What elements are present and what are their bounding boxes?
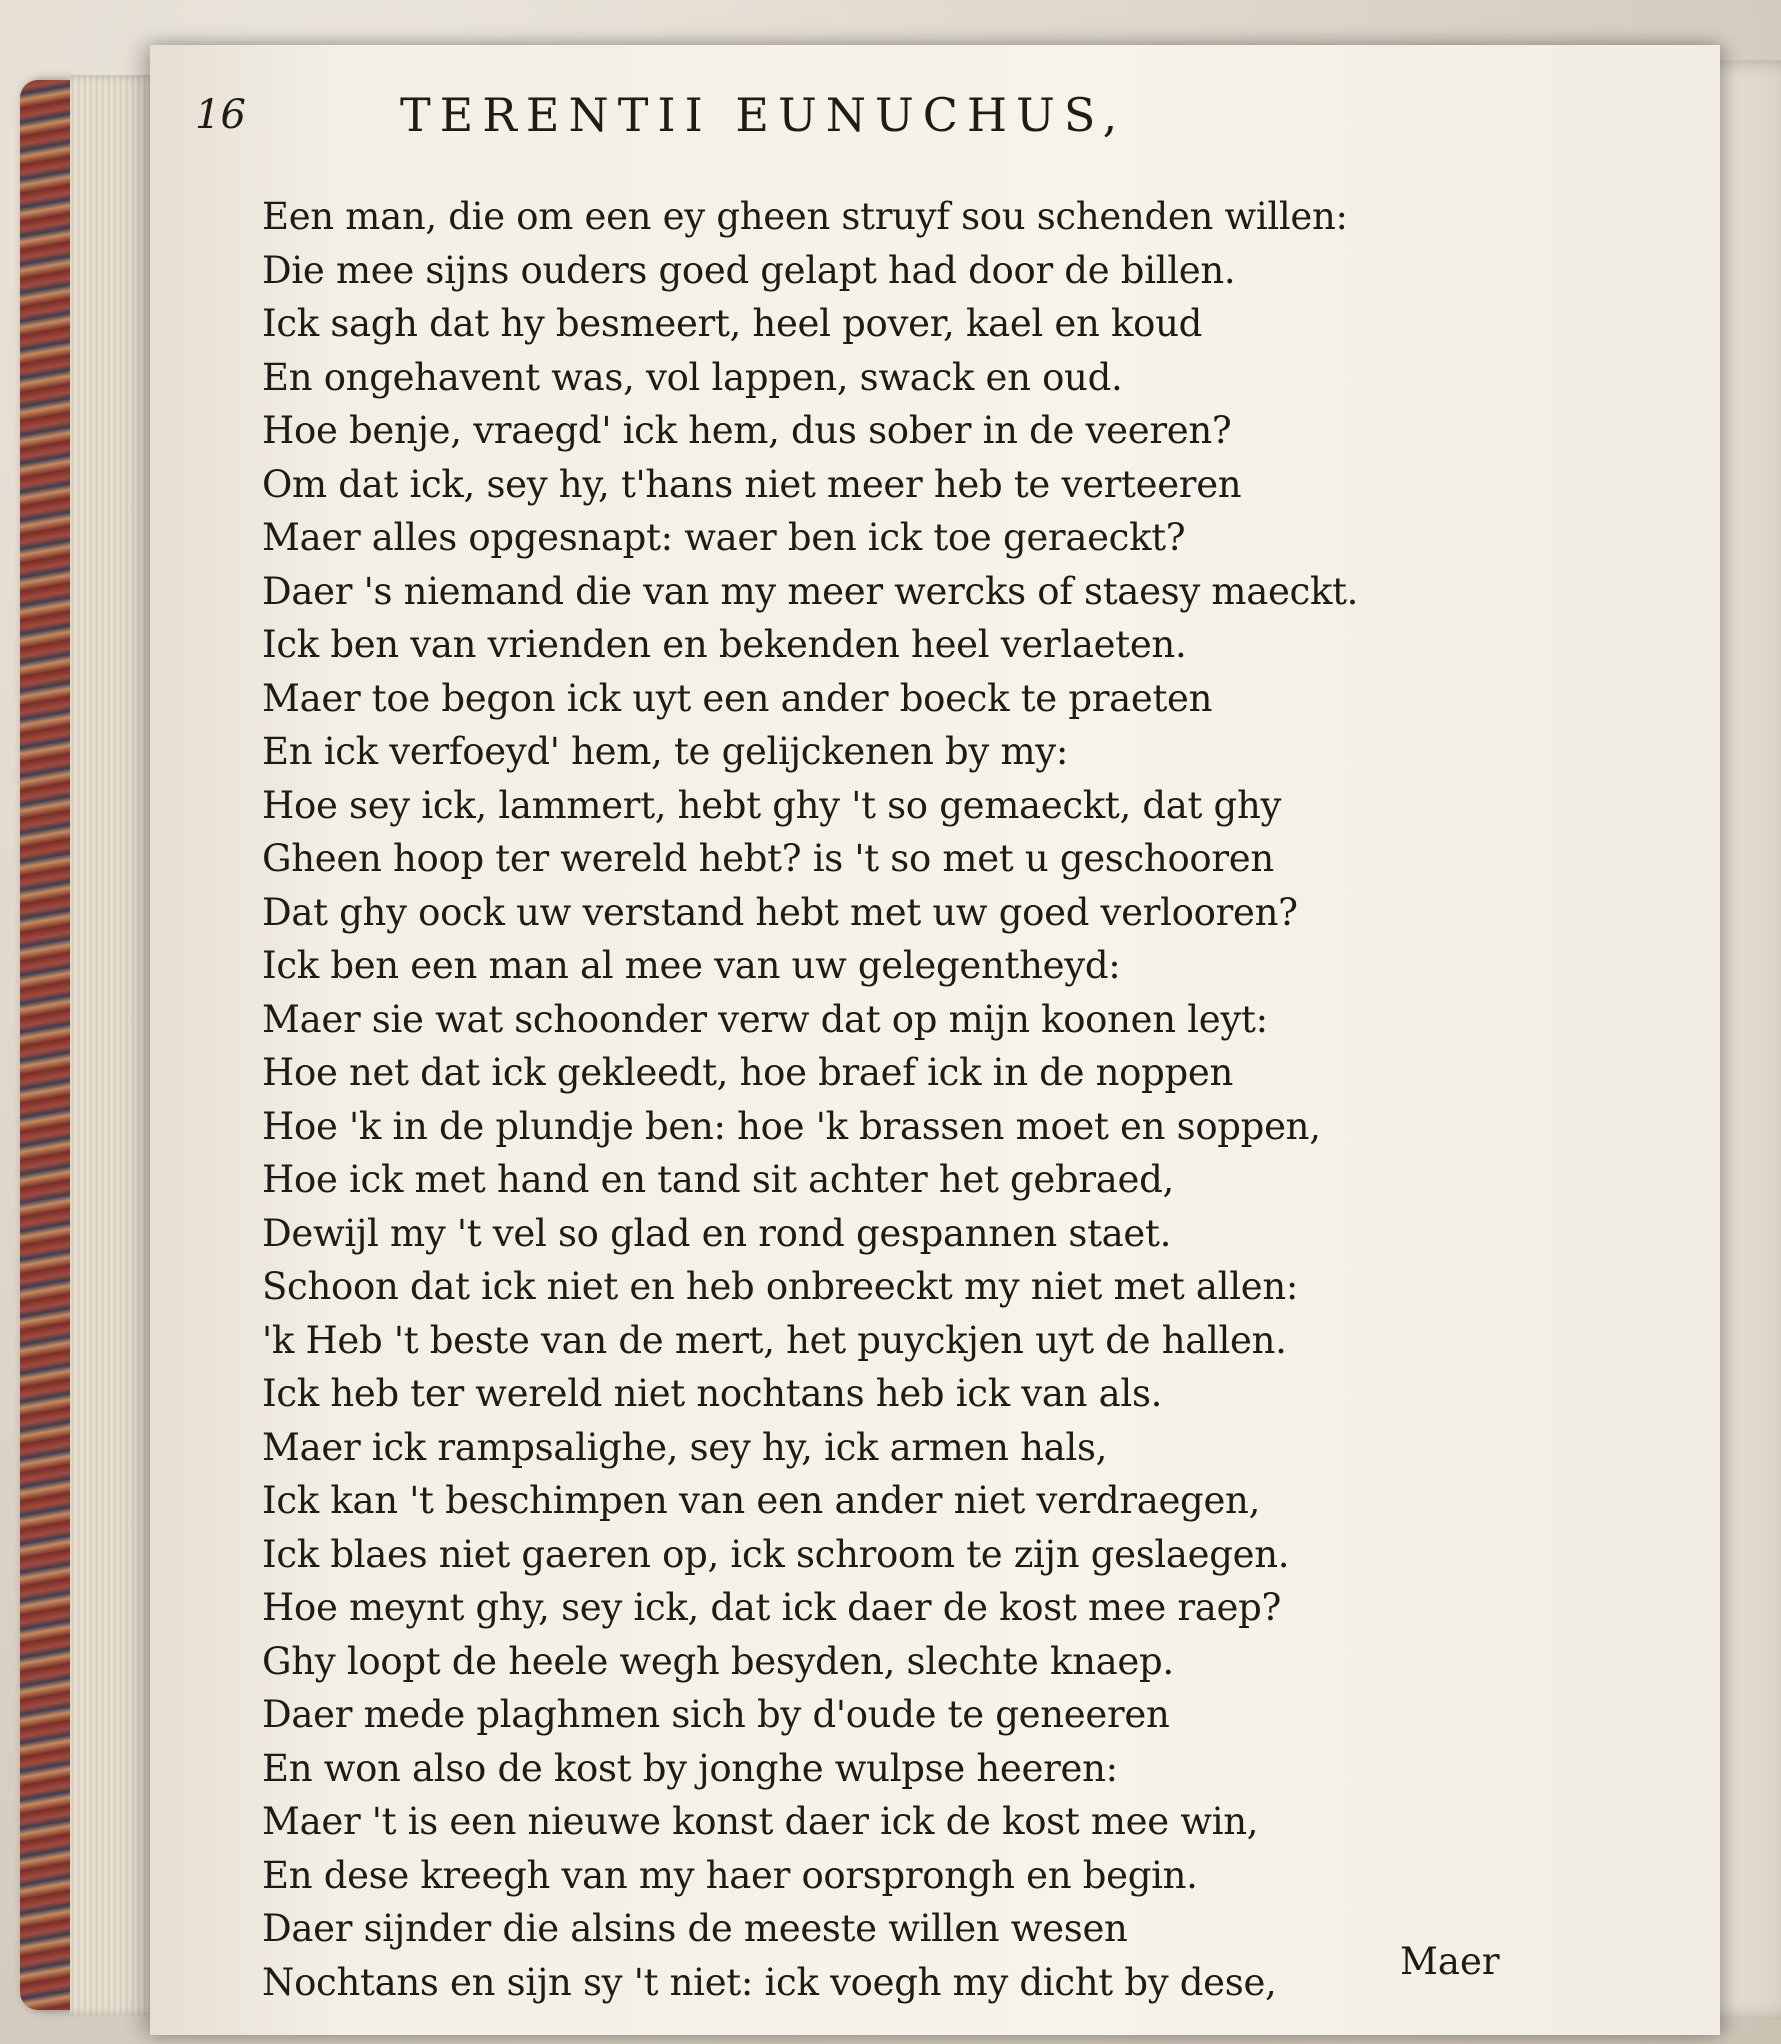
verse-line: Ick ben van vrienden en bekenden heel verlaeten. bbox=[262, 623, 1187, 666]
verse-line: Ick blaes niet gaeren op, ick schroom te zijn geslaegen. bbox=[262, 1532, 1290, 1576]
verse-line: En dese kreegh van my haer oorsprongh en begin. bbox=[262, 1853, 1198, 1897]
verse-line: Maer alles opgesnapt: waer ben ick toe geraeckt? bbox=[262, 516, 1186, 559]
verse-line: Maer sie wat schoonder verw dat op mijn koonen leyt: bbox=[262, 997, 1268, 1041]
verse-line: Dewijl my 't vel so glad en rond gespannen staet. bbox=[262, 1211, 1172, 1255]
verse-line: Schoon dat ick niet en heb onbreeckt my niet met allen: bbox=[262, 1265, 1299, 1308]
verse-line: Maer toe begon ick uyt een ander boeck te praeten bbox=[262, 676, 1213, 720]
verse-line: En ongehavent was, vol lappen, swack en oud. bbox=[262, 355, 1123, 399]
verse-line: Nochtans en sijn sy 't niet: ick voegh my dicht by dese, bbox=[262, 1960, 1277, 2004]
verse-line: Daer mede plaghmen sich by d'oude te geneeren bbox=[262, 1693, 1170, 1736]
verse-line: En won also de kost by jonghe wulpse heeren: bbox=[262, 1746, 1118, 1790]
verse-line: Maer 't is een nieuwe konst daer ick de kost mee win, bbox=[262, 1800, 1259, 1843]
verse-line: 'k Heb 't beste van de mert, het puyckjen uyt de hallen. bbox=[262, 1318, 1287, 1362]
verse-line: Maer ick rampsalighe, sey hy, ick armen hals, bbox=[262, 1425, 1108, 1469]
verse-line: Hoe benje, vraegd' ick hem, dus sober in de veeren? bbox=[262, 409, 1232, 452]
verse-line: Ick kan 't beschimpen van een ander niet verdraegen, bbox=[262, 1479, 1261, 1522]
verse-line: Hoe net dat ick gekleedt, hoe braef ick in de noppen bbox=[262, 1051, 1234, 1094]
verse-text bbox=[262, 190, 1522, 2009]
catchword: Maer bbox=[1400, 1940, 1500, 1983]
marbled-edge bbox=[20, 80, 70, 2010]
verse-line: Dat ghy oock uw verstand hebt met uw goed verlooren? bbox=[262, 890, 1298, 934]
verse-line: Gheen hoop ter wereld hebt? is 't so met u geschooren bbox=[262, 837, 1274, 880]
verse-line: Ick sagh dat hy besmeert, heel pover, kael en koud bbox=[262, 302, 1203, 345]
verse-line: Die mee sijns ouders goed gelapt had door de billen. bbox=[262, 248, 1236, 292]
running-head bbox=[195, 88, 1515, 172]
page-stack bbox=[70, 75, 160, 2015]
verse-line: Een man, die om een ey gheen struyf sou schenden willen: bbox=[262, 195, 1348, 238]
page-number: 16 bbox=[195, 92, 246, 138]
verse-line: Hoe sey ick, lammert, hebt ghy 't so gemaeckt, dat ghy bbox=[262, 783, 1282, 827]
verse-line: Daer 's niemand die van my meer wercks of staesy maeckt. bbox=[262, 569, 1359, 613]
verse-line: Hoe 'k in de plundje ben: hoe 'k brassen moet en soppen, bbox=[262, 1104, 1321, 1148]
verse-line: Ghy loopt de heele wegh besyden, slechte knaep. bbox=[262, 1639, 1174, 1683]
verse-line: Ick heb ter wereld niet nochtans heb ick van als. bbox=[262, 1372, 1163, 1415]
page-title: TERENTII EUNUCHUS, bbox=[400, 88, 1127, 142]
verse-line: En ick verfoeyd' hem, te gelijckenen by my: bbox=[262, 730, 1069, 773]
verse-line: Daer sijnder die alsins de meeste willen wesen bbox=[262, 1907, 1128, 1950]
verse-line: Ick ben een man al mee van uw gelegentheyd: bbox=[262, 944, 1121, 987]
verse-line: Hoe ick met hand en tand sit achter het gebraed, bbox=[262, 1158, 1174, 1201]
verse-line: Hoe meynt ghy, sey ick, dat ick daer de kost mee raep? bbox=[262, 1586, 1282, 1629]
verse-line: Om dat ick, sey hy, t'hans niet meer heb te verteeren bbox=[262, 462, 1242, 506]
